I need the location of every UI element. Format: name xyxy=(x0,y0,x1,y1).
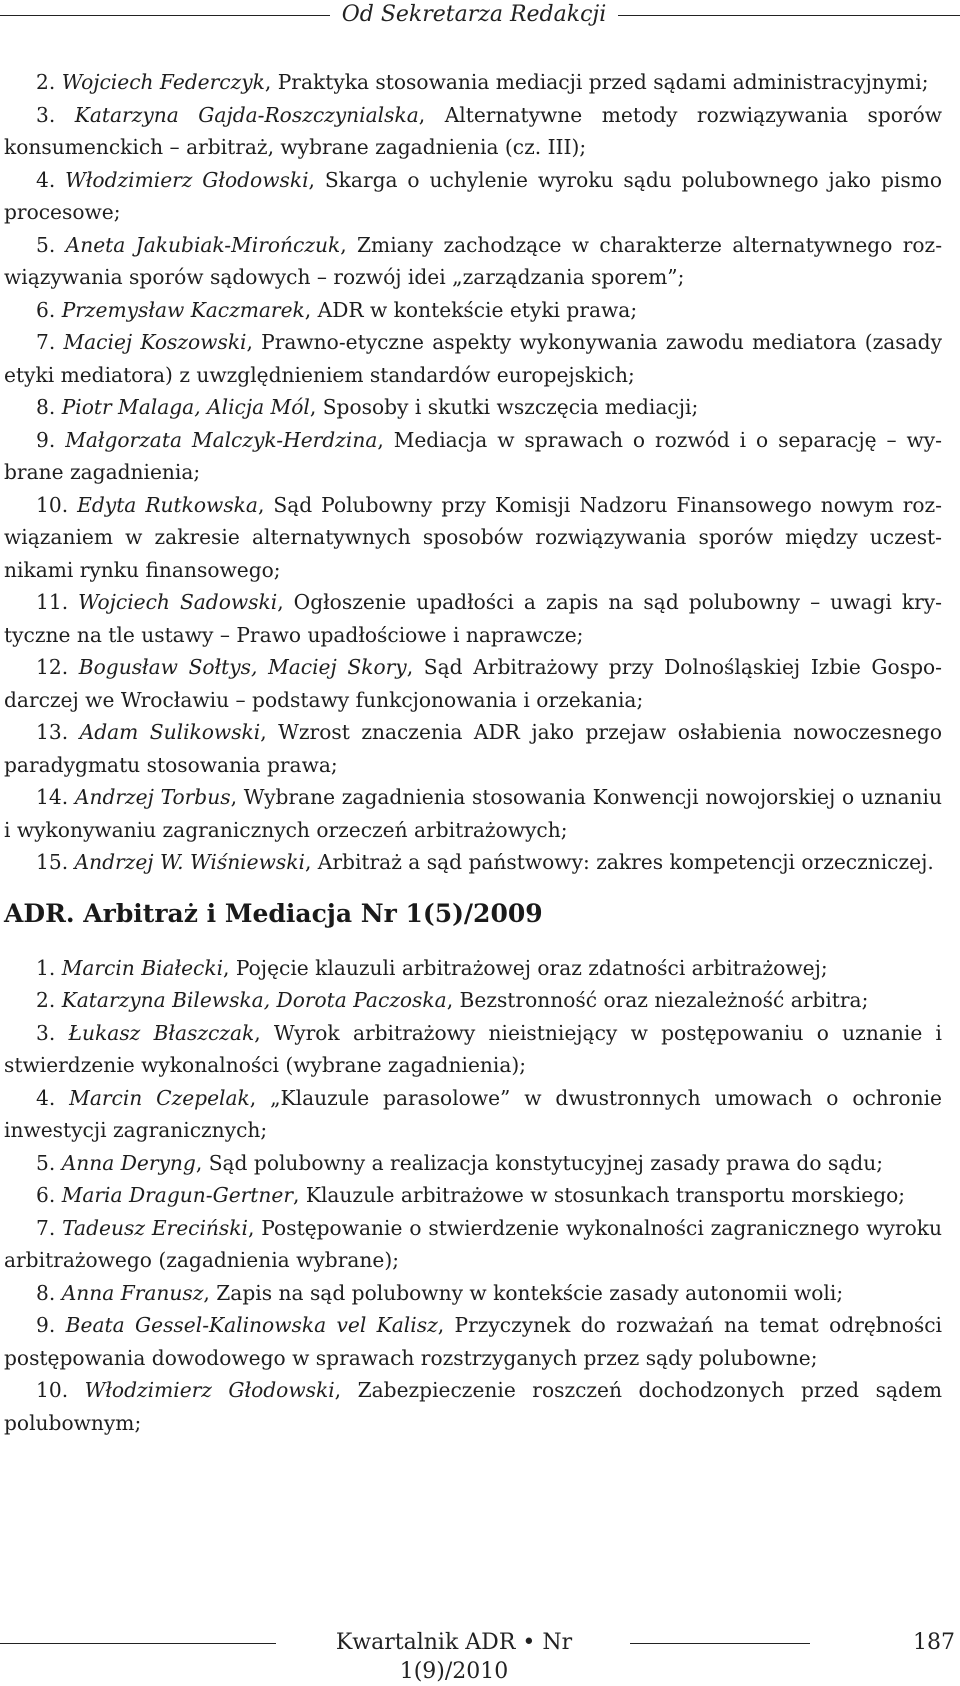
list-item: 5. Anna Deryng, Sąd polubowny a realizacja konstytucyjnej zasady prawa do sądu; xyxy=(36,1150,884,1175)
item-authors: Katarzyna Bilewska, Dorota Paczoska xyxy=(61,988,447,1012)
list-item: 13. Adam Sulikowski, Wzrost znaczenia ADR jako przejaw osłabienia nowoczesnego paradygmatu stosowania prawa; xyxy=(4,720,943,777)
item-title: Sąd polubowny a realizacja konstytucyjnej zasady prawa do sądu; xyxy=(208,1150,884,1175)
list-item: 2. Wojciech Federczyk, Praktyka stosowania mediacji przed sądami administracyjnymi; xyxy=(36,70,929,94)
item-authors: Włodzimierz Głodowski xyxy=(65,167,309,192)
header-rule-right xyxy=(618,15,960,16)
section-heading: ADR. Arbitraż i Mediacja Nr 1(5)/2009 xyxy=(4,898,543,928)
item-authors: Maciej Koszowski xyxy=(63,330,247,354)
item-number: 6. xyxy=(36,297,56,322)
page-footer xyxy=(0,1628,960,1684)
item-authors: Małgorzata Malczyk-Herdzina xyxy=(65,427,378,452)
item-authors: Katarzyna Gajda-Roszczynialska xyxy=(74,102,419,127)
item-number: 3. xyxy=(36,102,56,127)
item-number: 9. xyxy=(36,427,56,452)
item-number: 6. xyxy=(36,1183,56,1207)
running-header xyxy=(0,0,960,34)
item-number: 13. xyxy=(36,720,69,744)
item-title: Klauzule arbitrażowe w stosunkach transportu morskiego; xyxy=(305,1183,906,1207)
item-number: 7. xyxy=(36,1215,56,1240)
item-title: Arbitraż a sąd państwowy: zakres kompetencji orzeczniczej. xyxy=(317,850,934,874)
list-item: 9. Beata Gessel-Kalinowska vel Kalisz, Przyczynek do rozważań na temat odrębności postępowania dowodowego w sprawach rozstrzyganych przez sądy polubowne; xyxy=(4,1313,943,1370)
item-authors: Piotr Malaga, Alicja Mól xyxy=(61,395,310,419)
list-item: 3. Katarzyna Gajda-Roszczynialska, Alternatywne metody rozwiązywania sporów konsumenckich – arbitraż, wybrane zagadnienia (cz. III); xyxy=(4,102,943,159)
item-title: Praktyka stosowania mediacji przed sądami administracyjnymi; xyxy=(277,70,929,94)
item-title: ADR w kontekście etyki prawa; xyxy=(317,297,638,322)
item-authors: Marcin Białecki xyxy=(61,955,224,980)
item-authors: Przemysław Kaczmarek xyxy=(61,297,305,322)
list-item: 15. Andrzej W. Wiśniewski, Arbitraż a sąd państwowy: zakres kompetencji orzeczniczej. xyxy=(36,850,934,874)
item-title: Zapis na sąd polubowny w kontekście zasady autonomii woli; xyxy=(216,1280,844,1305)
item-authors: Beata Gessel-Kalinowska vel Kalisz xyxy=(65,1313,438,1337)
list-item: 3. Łukasz Błaszczak, Wyrok arbitrażowy nieistniejący w postępowaniu o uznanie i stwierdzenie wykonalności (wybrane zagadnienia); xyxy=(4,1020,942,1077)
item-authors: Bogusław Sołtys, Maciej Skory xyxy=(78,655,407,679)
item-title: Przyczynek do rozważań na temat odrębności postępowania dowodowego w sprawach rozstrzyganych przez sądy polubowne; xyxy=(4,1313,943,1370)
item-number: 4. xyxy=(36,167,56,192)
item-number: 2. xyxy=(36,988,56,1012)
list-item: 7. Tadeusz Ereciński, Postępowanie o stwierdzenie wykonalności zagranicznego wyroku arbitrażowego (zagadnienia wybrane); xyxy=(4,1215,942,1272)
item-title: Sąd Polubowny przy Komisji Nadzoru Finansowego nowym rozwiązaniem w zakresie alternatywnych sposobów rozwiązywania sporów między uczestnikami rynku finansowego; xyxy=(4,492,942,582)
list-item: 2. Katarzyna Bilewska, Dorota Paczoska, Bezstronność oraz niezależność arbitra; xyxy=(36,988,869,1012)
item-authors: Wojciech Federczyk xyxy=(61,70,265,94)
item-title: Postępowanie o stwierdzenie wykonalności zagranicznego wyroku arbitrażowego (zagadnienia wybrane); xyxy=(4,1215,942,1272)
item-authors: Maria Dragun-Gertner xyxy=(61,1183,294,1207)
item-number: 10. xyxy=(36,1378,69,1402)
item-authors: Aneta Jakubiak-Mirończuk xyxy=(65,232,341,257)
item-title: Pojęcie klauzuli arbitrażowej oraz zdatności arbitrażowej; xyxy=(235,955,828,980)
list-item: 4. Marcin Czepelak, „Klauzule parasolowe” w dwustronnych umowach o ochronie inwestycji zagranicznych; xyxy=(4,1085,942,1142)
item-number: 14. xyxy=(36,785,69,809)
item-authors: Edyta Rutkowska xyxy=(77,492,258,517)
item-title: Skarga o uchylenie wyroku sądu polubownego jako pismo procesowe; xyxy=(4,167,942,224)
footer-rule-right xyxy=(630,1643,810,1644)
item-number: 10. xyxy=(36,492,69,517)
item-authors: Anna Deryng xyxy=(61,1150,196,1175)
item-title: Mediacja w sprawach o rozwód i o separację – wybrane zagadnienia; xyxy=(4,427,942,484)
item-number: 11. xyxy=(36,590,69,614)
header-rule-left xyxy=(0,15,330,16)
list-item: 10. Włodzimierz Głodowski, Zabezpieczenie roszczeń dochodzonych przed sądem polubownym; xyxy=(4,1378,942,1435)
item-title: Wyrok arbitrażowy nieistniejący w postępowaniu o uznanie i stwierdzenie wykonalności (wybrane zagadnienia); xyxy=(4,1020,942,1077)
item-number: 3. xyxy=(36,1020,56,1045)
list-item: 14. Andrzej Torbus, Wybrane zagadnienia stosowania Konwencji nowojorskiej o uznaniu i wykonywaniu zagranicznych orzeczeń arbitrażowych; xyxy=(4,785,943,842)
list-item: 8. Piotr Malaga, Alicja Mól, Sposoby i skutki wszczęcia mediacji; xyxy=(36,395,699,419)
list-item: 12. Bogusław Sołtys, Maciej Skory, Sąd Arbitrażowy przy Dolnośląskiej Izbie Gospodarczej we Wrocławiu – podstawy funkcjonowania i orzekania; xyxy=(4,655,942,712)
item-number: 1. xyxy=(36,955,56,980)
item-number: 2. xyxy=(36,70,56,94)
item-title: Zabezpieczenie roszczeń dochodzonych przed sądem polubownym; xyxy=(4,1378,942,1435)
journal-name: Kwartalnik ADR • Nr 1(9)/2010 xyxy=(335,1630,573,1684)
list-item: 10. Edyta Rutkowska, Sąd Polubowny przy Komisji Nadzoru Finansowego nowym rozwiązaniem w zakresie alternatywnych sposobów rozwiązywania sporów między uczestnikami rynku finansowego; xyxy=(4,492,942,582)
list-item: 4. Włodzimierz Głodowski, Skarga o uchylenie wyroku sądu polubownego jako pismo procesowe; xyxy=(4,167,942,224)
item-number: 15. xyxy=(36,850,69,874)
page-body xyxy=(4,66,942,1439)
item-authors: Włodzimierz Głodowski xyxy=(84,1378,335,1402)
list-item: 6. Maria Dragun-Gertner, Klauzule arbitrażowe w stosunkach transportu morskiego; xyxy=(36,1183,906,1207)
item-authors: Andrzej Torbus xyxy=(74,785,231,809)
item-title: „Klauzule parasolowe” w dwustronnych umowach o ochronie inwestycji zagranicznych; xyxy=(4,1085,942,1142)
item-number: 5. xyxy=(36,1150,56,1175)
item-title: Ogłoszenie upadłości a zapis na sąd polubowny – uwagi krytyczne na tle ustawy – Prawo upadłościowe i naprawcze; xyxy=(4,590,942,647)
item-title: Alternatywne metody rozwiązywania sporów konsumenckich – arbitraż, wybrane zagadnienia (cz. III); xyxy=(4,102,943,159)
article-list-issue-1-5-2009 xyxy=(4,952,942,1440)
footer-rule-left xyxy=(0,1643,276,1644)
item-number: 9. xyxy=(36,1313,56,1337)
item-title: Wzrost znaczenia ADR jako przejaw osłabienia nowoczesnego paradygmatu stosowania prawa; xyxy=(4,720,943,777)
item-authors: Andrzej W. Wiśniewski xyxy=(74,850,305,874)
item-authors: Adam Sulikowski xyxy=(79,720,261,744)
list-item: 5. Aneta Jakubiak-Mirończuk, Zmiany zachodzące w charakterze alternatywnego rozwiązywania sporów sądowych – rozwój idei „zarządzania sporem”; xyxy=(4,232,943,289)
list-item: 7. Maciej Koszowski, Prawno-etyczne aspekty wykonywania zawodu mediatora (zasady etyki mediatora) z uwzględnieniem standardów europejskich; xyxy=(4,330,943,387)
page-number: 187 xyxy=(913,1630,955,1655)
item-title: Prawno-etyczne aspekty wykonywania zawodu mediatora (zasady etyki mediatora) z uwzględnieniem standardów europejskich; xyxy=(4,330,943,387)
list-item: 1. Marcin Białecki, Pojęcie klauzuli arbitrażowej oraz zdatności arbitrażowej; xyxy=(36,955,828,980)
item-authors: Anna Franusz xyxy=(61,1280,204,1305)
item-title: Sposoby i skutki wszczęcia mediacji; xyxy=(322,395,699,419)
list-item: 11. Wojciech Sadowski, Ogłoszenie upadłości a zapis na sąd polubowny – uwagi krytyczne na tle ustawy – Prawo upadłościowe i naprawcze; xyxy=(4,590,942,647)
item-number: 8. xyxy=(36,1280,56,1305)
article-list-previous-issue xyxy=(4,66,942,879)
item-number: 4. xyxy=(36,1085,56,1110)
item-title: Zmiany zachodzące w charakterze alternatywnego rozwiązywania sporów sądowych – rozwój idei „zarządzania sporem”; xyxy=(4,232,943,289)
list-item: 6. Przemysław Kaczmarek, ADR w kontekście etyki prawa; xyxy=(36,297,638,322)
list-item: 9. Małgorzata Malczyk-Herdzina, Mediacja w sprawach o rozwód i o separację – wybrane zagadnienia; xyxy=(4,427,942,484)
list-item: 8. Anna Franusz, Zapis na sąd polubowny w kontekście zasady autonomii woli; xyxy=(36,1280,844,1305)
item-title: Bezstronność oraz niezależność arbitra; xyxy=(459,988,869,1012)
item-number: 8. xyxy=(36,395,56,419)
item-authors: Łukasz Błaszczak xyxy=(68,1020,255,1045)
item-number: 5. xyxy=(36,232,56,257)
item-number: 12. xyxy=(36,655,69,679)
item-title: Sąd Arbitrażowy przy Dolnośląskiej Izbie Gospodarczej we Wrocławiu – podstawy funkcjonowania i orzekania; xyxy=(4,655,942,712)
item-authors: Tadeusz Ereciński xyxy=(62,1215,248,1240)
item-title: Wybrane zagadnienia stosowania Konwencji nowojorskiej o uznaniu i wykonywaniu zagranicznych orzeczeń arbitrażowych; xyxy=(4,785,943,842)
item-number: 7. xyxy=(36,330,56,354)
item-authors: Wojciech Sadowski xyxy=(78,590,278,614)
running-header-title: Od Sekretarza Redakcji xyxy=(341,2,607,27)
item-authors: Marcin Czepelak xyxy=(69,1085,250,1110)
